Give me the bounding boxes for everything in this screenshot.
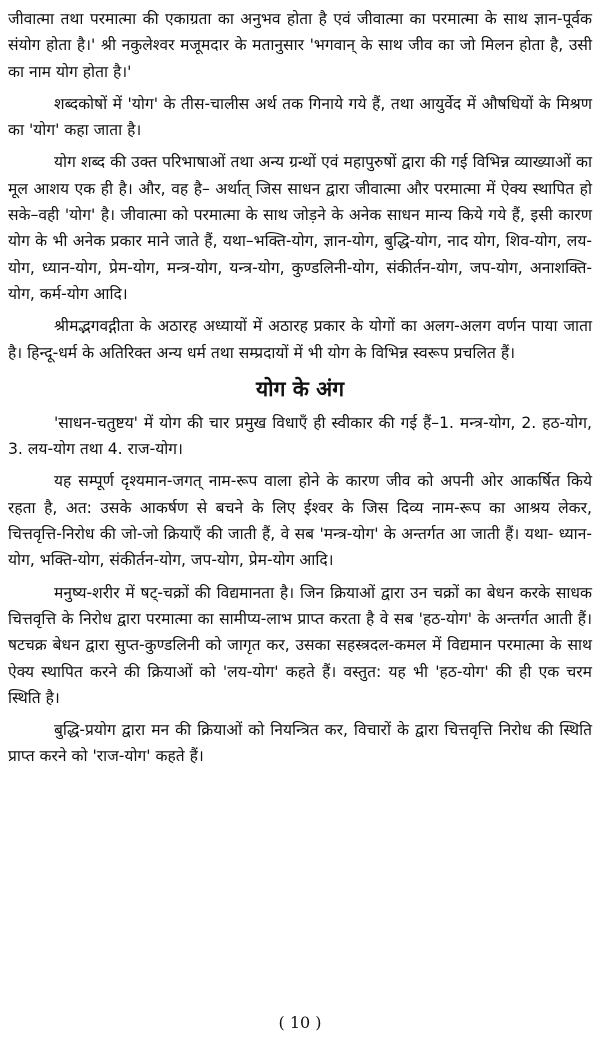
book-page (8, 6, 592, 1037)
page-number: ( 10 ) (278, 1013, 322, 1032)
paragraph-dictionary-meanings: शब्दकोषों में 'योग' के तीस-चालीस अर्थ तक गिनाये गये हैं, तथा आयुर्वेद में औषधियों के मिश्रण का 'योग' कहा जाता है। (8, 94, 592, 140)
paragraph-raja-yoga: बुद्धि-प्रयोग द्वारा मन की क्रियाओं को नियन्त्रित कर, विचारों के द्वारा चित्तवृत्ति निरोध की स्थिति प्राप्त करने को 'राज-योग' कहते हैं। (8, 721, 592, 766)
paragraph-continued: जीवात्मा तथा परमात्मा की एकाग्रता का अनुभव होता है एवं जीवात्मा का परमात्मा के साथ ज्ञान-पूर्वक संयोग होता है।' श्री नकुलेश्वर मजूमदार के मतानुसार 'भगवान् के साथ जीव का जो मिलन होता है, उसी का नाम योग होता है।' (8, 10, 592, 81)
paragraph-yoga-definitions: योग शब्द की उक्त परिभाषाओं तथा अन्य ग्रन्थों एवं महापुरुषों द्वारा की गई विभिन्न व्याख्याओं का मूल आशय एक ही है। और, वह है– अर्थात् जिस साधन द्वारा जीवात्मा और परमात्मा में ऐक्य स्थापित हो सके–वही 'योग' है। जीवात्मा को परमात्मा के साथ जोड़ने के अनेक साधन मान्य किये गये हैं, इसी कारण योग के भी अनेक प्रकार माने जाते हैं, यथा–भक्ति-योग, ज्ञान-योग, बुद्धि-योग, नाद योग, शिव-योग, लय-योग, ध्यान-योग, प्रेम-योग, मन्त्र-योग, यन्त्र-योग, कुण्डलिनी-योग, संकीर्तन-योग, जप-योग, अनाशक्ति-योग, कर्म-योग आदि। (8, 153, 592, 303)
paragraph-mantra-yoga: यह सम्पूर्ण दृश्यमान-जगत् नाम-रूप वाला होने के कारण जीव को अपनी ओर आकर्षित किये रहता है, अत: उसके आकर्षण से बचने के लिए ईश्वर के जिस दिव्य नाम-रूप का आश्रय लेकर, चित्तवृत्ति-निरोध की जो-जो क्रियाएँ की जाती हैं, वे सब 'मन्त्र-योग' के अन्तर्गत आ जाती हैं। यथा- ध्यान-योग, भक्ति-योग, संकीर्तन-योग, जप-योग, प्रेम-योग आदि। (8, 472, 592, 570)
paragraph-hatha-laya-yoga: मनुष्य-शरीर में षट्-चक्रों की विद्यमानता है। जिन क्रियाओं द्वारा उन चक्रों का बेधन करके साधक चित्तवृत्ति के निरोध द्वारा परमात्मा का सामीप्य-लाभ प्राप्त करता है वे सब 'हठ-योग' के अन्तर्गत आती हैं। षटचक्र बेधन द्वारा सुप्त-कुण्डलिनी को जागृत कर, उसका सहस्त्रदल-कमल में विद्यमान परमात्मा के साथ ऐक्य स्थापित करने की क्रियाओं को 'लय-योग' कहते हैं। वस्तुत: यह भी 'हठ-योग' की ही एक चरम स्थिति है। (8, 583, 592, 707)
section-heading: योग के अंग (255, 376, 345, 401)
paragraph-four-types: 'साधन-चतुष्टय' में योग की चार प्रमुख विधाएँ ही स्वीकार की गई हैं–1. मन्त्र-योग, 2. हठ-योग, 3. लय-योग तथा 4. राज-योग। (8, 413, 592, 459)
paragraph-bhagavad-gita: श्रीमद्भगवद्गीता के अठारह अध्यायों में अठारह प्रकार के योगों का अलग-अलग वर्णन पाया जाता है। हिन्दू-धर्म के अतिरिक्त अन्य धर्म तथा सम्प्रदायों में भी योग के विभिन्न स्वरूप प्रचलित हैं। (8, 317, 592, 362)
